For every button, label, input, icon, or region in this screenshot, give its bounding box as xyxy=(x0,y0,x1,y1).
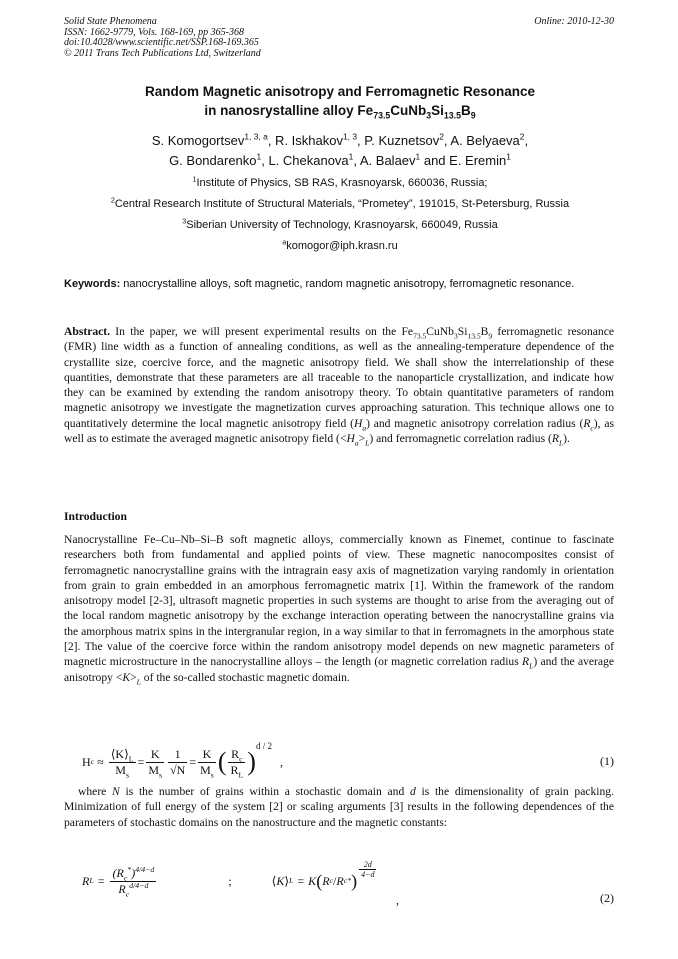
doi-line: doi:10.4028/www.scientific.net/SSP.168-169.365 xyxy=(64,37,259,48)
equation-1: H c ≈ $\frac{⟨K⟩_L}{M_s}$ = $\frac{K}{M_s}$ $\frac{1}{√N}$ = $\frac{K}{M_s}$ ( $\frac{R_c}{R_L}$ ) d / 2 , xyxy=(82,741,283,779)
section-heading-introduction: Introduction xyxy=(64,510,127,523)
journal-header xyxy=(64,17,261,59)
author-list xyxy=(60,131,620,171)
email-link[interactable]: komogor@iph.krasn.ru xyxy=(286,240,398,252)
abstract: Abstract. In the paper, we will present experimental results on the $Fe_{73.5}CuNb_3Si_{13.5}B_9$ ferromagnetic resonance (FMR) line width as a function of annealing conditions, as well as the annealing-temperature dependence of the crystallite size, coercive force, and the magnetic anisotropy field. We shall show the interrelationship of these quantities, demonstrate that these parameters are all traceable to the nanoparticle crystallization, and indicate how they can be examined by extending the random anisotropy theory. To obtain quantitative parameters of random magnetic anisotropy we investigate the magnetization curves approaching saturation. This technique allows one to quantitatively determine the local magnetic anisotropy field $(H_a)$ and magnetic anisotropy correlation radius $(R_c)$, as well as to estimate the averaged magnetic anisotropy field $(<H_a>_L)$ and ferromagnetic correlation radius $(R_L)$. xyxy=(64,325,614,448)
equation-2: R L = $\frac{(R_c^*)^{4/4-d}}{R_c^{d/4-d}}$ ; ⟨ K ⟩ L = K ( R c / R c * ) $\frac{2d}{4-d}$ xyxy=(82,859,375,898)
keywords-text: nanocrystalline alloys, soft magnetic, random magnetic anisotropy, ferromagnetic resonance. xyxy=(120,278,575,290)
equation-1-explanation: where N is the number of grains within a stochastic domain and d is the dimensionality of grain packing. Minimization of full energy of the system [2] or scaling arguments [3] results in the following dependences of the parameters of stochastic domains on the nanostructure and the magnetic constants: xyxy=(64,785,614,829)
affiliation-1: $^1$Institute of Physics, SB RAS, Krasnoyarsk, 660036, Russia; xyxy=(192,175,488,189)
title-line-1: Random Magnetic anisotropy and Ferromagnetic Resonance xyxy=(144,84,536,99)
equation-2-number: (2) xyxy=(600,891,614,905)
equation-1-number: (1) xyxy=(600,754,614,768)
abstract-label: Abstract. xyxy=(64,325,111,338)
equation-2-comma: , xyxy=(396,893,399,907)
affiliation-3: $^3$Siberian University of Technology, Krasnoyarsk, 660049, Russia xyxy=(182,217,498,231)
author-line-2: G. Bondarenko$^1$, L. Chekanova$^1$, A. Balaev$^1$ and E. Eremin$^1$ xyxy=(169,151,511,168)
contact-email: $^a$komogor@iph.krasn.ru xyxy=(282,238,398,252)
keywords xyxy=(64,277,614,291)
issn-line: ISSN: 1662-9779, Vols. 168-169, pp 365-368 xyxy=(64,26,244,38)
paper-title xyxy=(60,82,620,120)
online-date: Online: 2010-12-30 xyxy=(534,16,614,27)
author-line-1: S. Komogortsev$^{1, 3, a}$, R. Iskhakov$^{1, 3}$, P. Kuznetsov$^2$, A. Belyaeva$^2$, xyxy=(151,131,529,148)
copyright-line: © 2011 Trans Tech Publications Ltd, Switzerland xyxy=(64,47,261,59)
affiliation-2: $^2$Central Research Institute of Structural Materials, “Prometey”, 191015, St-Petersburg, Russia xyxy=(110,196,570,210)
introduction-paragraph: Nanocrystalline Fe–Cu–Nb–Si–B soft magnetic alloys, commercially known as Finemet, continue to fascinate researchers both from fundamental and applied points of view. These magnetic nanocomposites consist of ferromagnetic nanocrystalline grains with the intragrain easy axis of magnetization varying randomly in orientation from grain to grain embedded in an amorphous ferromagnetic matrix [1]. Within the framework of the random anisotropy model [2-3], ultrasoft magnetic properties in such systems are thought to arise from the averaging out of the local random magnetic anisotropy by the exchange interaction operating between the nanocrystalline grains via the amorphous matrix spins in the intergranular region, in a way similar to that in ferromagnets in the amorphous state [2]. The value of the coercive force within the random anisotropy model depends on new magnetic parameters of magnetic microstructure in the nanocrystalline alloys – the length (or magnetic correlation radius $R_L$) and the average anisotropy $<K>_L$ of the so-called stochastic magnetic domain. xyxy=(64,533,614,686)
keywords-label: Keywords: xyxy=(64,278,121,290)
title-line-2: in nanosrystalline alloy $Fe_{73.5}CuNb_3Si_{13.5}B_9$ xyxy=(204,103,476,121)
journal-name: Solid State Phenomena xyxy=(64,16,157,27)
